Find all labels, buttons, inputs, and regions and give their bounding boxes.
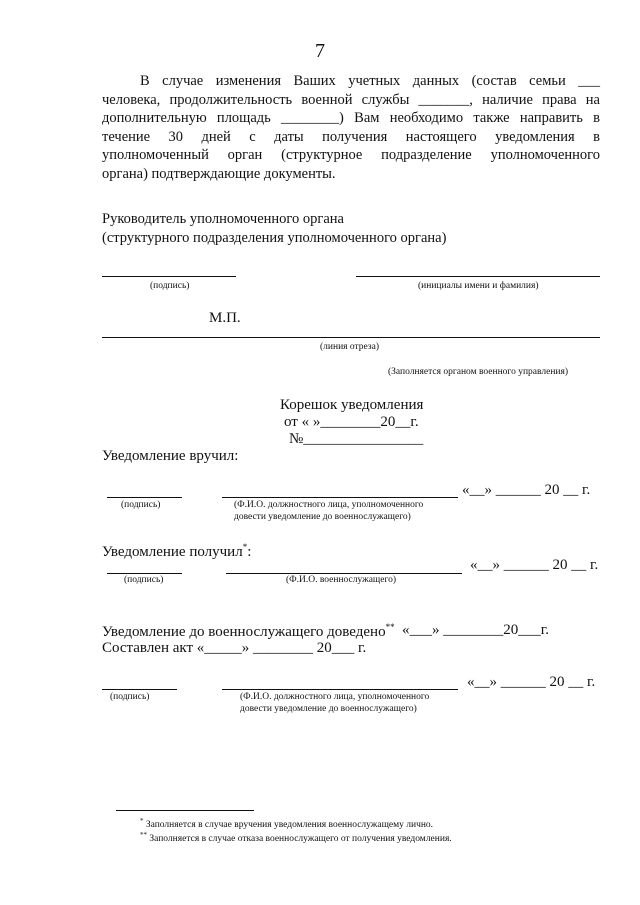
filled-by-note: (Заполняется органом военного управления) bbox=[388, 367, 569, 377]
brought-signature-line bbox=[102, 689, 177, 690]
notice-line-2: человека, продолжительность военной службы _______, наличие права на bbox=[102, 91, 600, 108]
footnote-1-mark: * bbox=[140, 817, 144, 825]
brought-signature-caption: (подпись) bbox=[110, 692, 150, 702]
notice-line-6: органа) подтверждающие документы. bbox=[102, 165, 336, 182]
notice-line-4: течение 30 дней с даты получения настоящего уведомления в bbox=[102, 128, 600, 145]
received-serviceman-line bbox=[226, 573, 462, 574]
received-signature-line bbox=[107, 573, 182, 574]
delivered-label: Уведомление вручил: bbox=[102, 448, 239, 464]
footnote-separator bbox=[116, 810, 254, 811]
head-signature-caption: (подпись) bbox=[150, 281, 190, 291]
footnote-2 bbox=[140, 831, 452, 844]
delivered-official-line bbox=[222, 497, 458, 498]
footnote-1 bbox=[140, 817, 433, 830]
head-title-line-1: Руководитель уполномоченного органа bbox=[102, 211, 344, 227]
received-date: «__» ______ 20 __ г. bbox=[470, 557, 599, 573]
footnote-2-text: Заполняется в случае отказа военнослужащего от получения уведомления. bbox=[149, 834, 452, 845]
brought-official-line bbox=[222, 689, 458, 690]
stub-date: от « »________20__г. bbox=[284, 414, 419, 430]
notice-line-5: уполномоченный орган (структурное подразделение уполномоченного bbox=[102, 147, 600, 164]
received-label-text: Уведомление получил bbox=[102, 544, 243, 560]
received-footnote-mark: * bbox=[242, 542, 248, 552]
cut-line-caption: (линия отреза) bbox=[320, 342, 380, 352]
brought-footnote-mark: ** bbox=[385, 622, 395, 632]
delivered-date: «__» ______ 20 __ г. bbox=[462, 482, 591, 498]
footnote-2-mark: ** bbox=[140, 831, 147, 839]
notice-line-1: В случае изменения Ваших учетных данных (состав семьи ___ bbox=[140, 73, 600, 89]
brought-official-caption-1: (Ф.И.О. должностного лица, уполномоченного bbox=[240, 692, 430, 702]
stub-number: №________________ bbox=[289, 431, 424, 447]
head-signature-line bbox=[102, 276, 236, 277]
head-title-line-2: (структурного подразделения уполномоченного органа) bbox=[102, 230, 447, 246]
act-line: Составлен акт «_____» ________ 20___ г. bbox=[102, 640, 367, 656]
brought-date: «___» ________20___г. bbox=[402, 622, 549, 638]
footnote-1-text: Заполняется в случае вручения уведомления военнослужащему лично. bbox=[145, 820, 434, 831]
delivered-signature-caption: (подпись) bbox=[121, 500, 161, 510]
delivered-signature-line bbox=[107, 497, 182, 498]
page-number: 7 bbox=[315, 40, 325, 62]
head-name-line bbox=[356, 276, 600, 277]
notice-line-3: дополнительную площадь ________) Вам необходимо также направить в bbox=[102, 110, 600, 127]
received-serviceman-caption: (Ф.И.О. военнослужащего) bbox=[286, 575, 397, 585]
brought-date-2: «__» ______ 20 __ г. bbox=[467, 674, 596, 690]
brought-label bbox=[102, 622, 395, 641]
received-signature-caption: (подпись) bbox=[124, 575, 164, 585]
delivered-official-caption-2: довести уведомление до военнослужащего) bbox=[234, 512, 411, 522]
cut-line bbox=[102, 337, 600, 338]
head-name-caption: (инициалы имени и фамилия) bbox=[418, 281, 539, 291]
stub-title: Корешок уведомления bbox=[280, 397, 424, 413]
received-label bbox=[102, 542, 251, 561]
notice-paragraph bbox=[102, 72, 600, 184]
received-label-colon: : bbox=[247, 544, 252, 560]
delivered-official-caption-1: (Ф.И.О. должностного лица, уполномоченного bbox=[234, 500, 424, 510]
stamp-place: М.П. bbox=[209, 310, 241, 326]
brought-label-text: Уведомление до военнослужащего доведено bbox=[102, 624, 386, 640]
brought-official-caption-2: довести уведомление до военнослужащего) bbox=[240, 704, 417, 714]
